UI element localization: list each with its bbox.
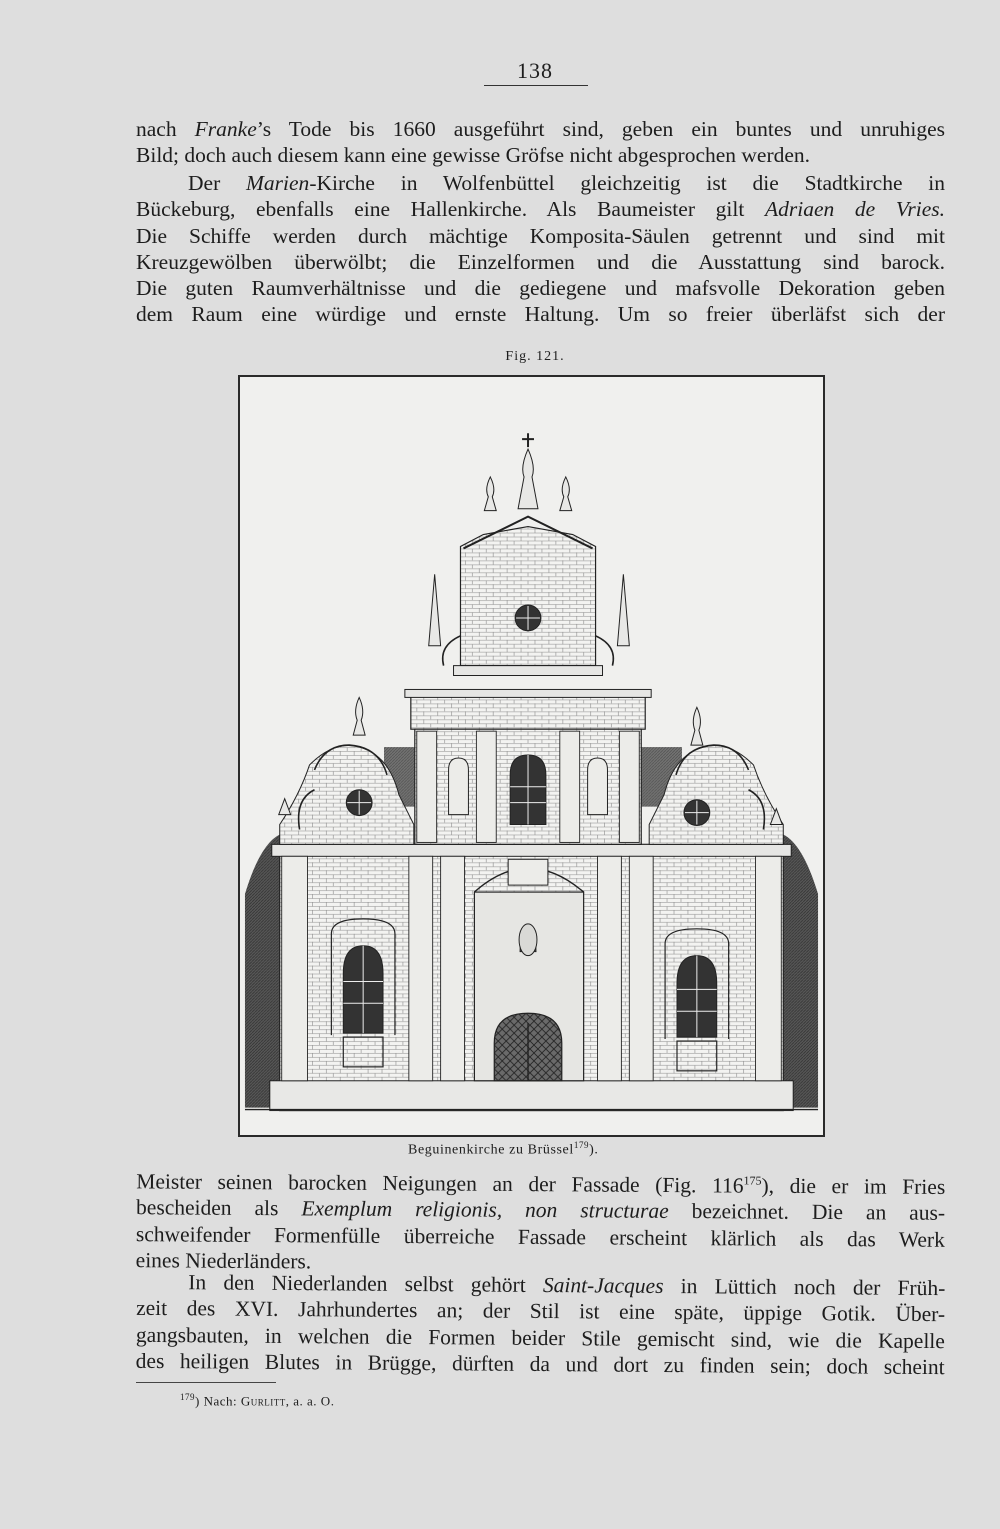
page-number-rule (484, 85, 588, 86)
text-line: Bückeburg, ebenfalls eine Hallenkirche. Als Baumeister gilt Adriaen de Vries. (136, 197, 945, 222)
text-line: Meister seinen barocken Neigungen an der Fassade (Fig. $116^{175}$), die er im Fries (136, 1169, 946, 1199)
text-line: dem Raum eine würdige und ernste Haltung. Um so freier überläfst sich der (136, 302, 945, 327)
paragraph-1 (136, 116, 945, 169)
text-line: Bild; doch auch diesem kann eine gewisse Gröfse nicht abgesprochen werden. (136, 143, 811, 168)
paragraph-2 (136, 170, 945, 328)
text-line: des heiligen Blutes in Brügge, dürften da und dort zu finden sein; doch scheint (135, 1348, 945, 1380)
text-line: zeit des XVI. Jahrhundertes an; der Stil ist eine späte, üppige Gotik. Über- (136, 1296, 946, 1327)
church-facade-illustration (238, 375, 825, 1137)
figure-label: Fig. 121. (505, 349, 565, 364)
text-line: Die Schiffe werden durch mächtige Komposita-Säulen getrennt und sind mit (136, 223, 945, 248)
text-line: Die guten Raumverhältnisse und die gediegene und mafsvolle Dekoration geben (136, 276, 945, 301)
footnote-rule (136, 1382, 276, 1383)
text-line: In den Niederlanden selbst gehört Saint-Jacques in Lüttich noch der Früh- (188, 1270, 946, 1301)
footnote: $^{179}$) Nach: Gurlitt, a. a. O. (180, 1392, 335, 1409)
paragraph-3 (136, 1163, 946, 1279)
text-line: bescheiden als Exemplum religionis, non structurae bezeichnet. Die an aus- (136, 1195, 946, 1226)
figure-caption: Beguinenkirche zu Brüssel$^{179}$). (408, 1140, 599, 1158)
text-line: eines Niederländers. (135, 1248, 312, 1274)
text-line: nach Franke’s Tode bis 1660 ausgeführt sind, geben ein buntes und unruhiges (136, 117, 945, 141)
text-line: gangsbauten, in welchen die Formen beider Stile gemischt sind, wie die Kapelle (135, 1322, 945, 1353)
page-number: 138 (517, 58, 553, 83)
paragraph-4 (136, 1269, 946, 1381)
text-line: Der Marien-Kirche in Wolfenbüttel gleichzeitig ist die Stadtkirche in (188, 171, 945, 195)
text-line: schweifender Formenfülle überreiche Fassade erscheint klärlich als das Werk (135, 1221, 945, 1252)
text-line: Kreuzgewölben überwölbt; die Einzelformen und die Ausstattung sind barock. (136, 249, 945, 274)
